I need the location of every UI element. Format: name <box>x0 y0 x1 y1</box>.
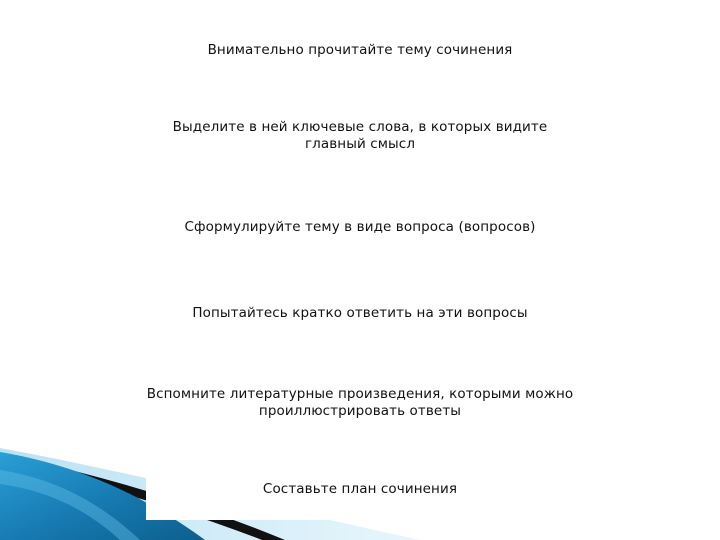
step-5 <box>0 386 720 420</box>
step-2-line-2: главный смысл <box>304 136 416 152</box>
step-4-line-1: Попытайтесь кратко ответить на эти вопросы <box>192 305 528 321</box>
step-6-line-1: Составьте план сочинения <box>262 481 458 497</box>
step-5-line-1: Вспомните литературные произведения, которыми можно <box>146 386 574 402</box>
step-6 <box>0 481 720 498</box>
step-3-line-1: Сформулируйте тему в виде вопроса (вопросов) <box>184 219 536 235</box>
step-1-line-1: Внимательно прочитайте тему сочинения <box>207 42 513 58</box>
step-5-line-2: проиллюстрировать ответы <box>258 403 462 419</box>
step-4 <box>0 305 720 322</box>
step-2-line-1: Выделите в ней ключевые слова, в которых видите <box>172 119 548 135</box>
step-1 <box>0 42 720 59</box>
step-2 <box>0 119 720 153</box>
step-3 <box>0 219 720 236</box>
